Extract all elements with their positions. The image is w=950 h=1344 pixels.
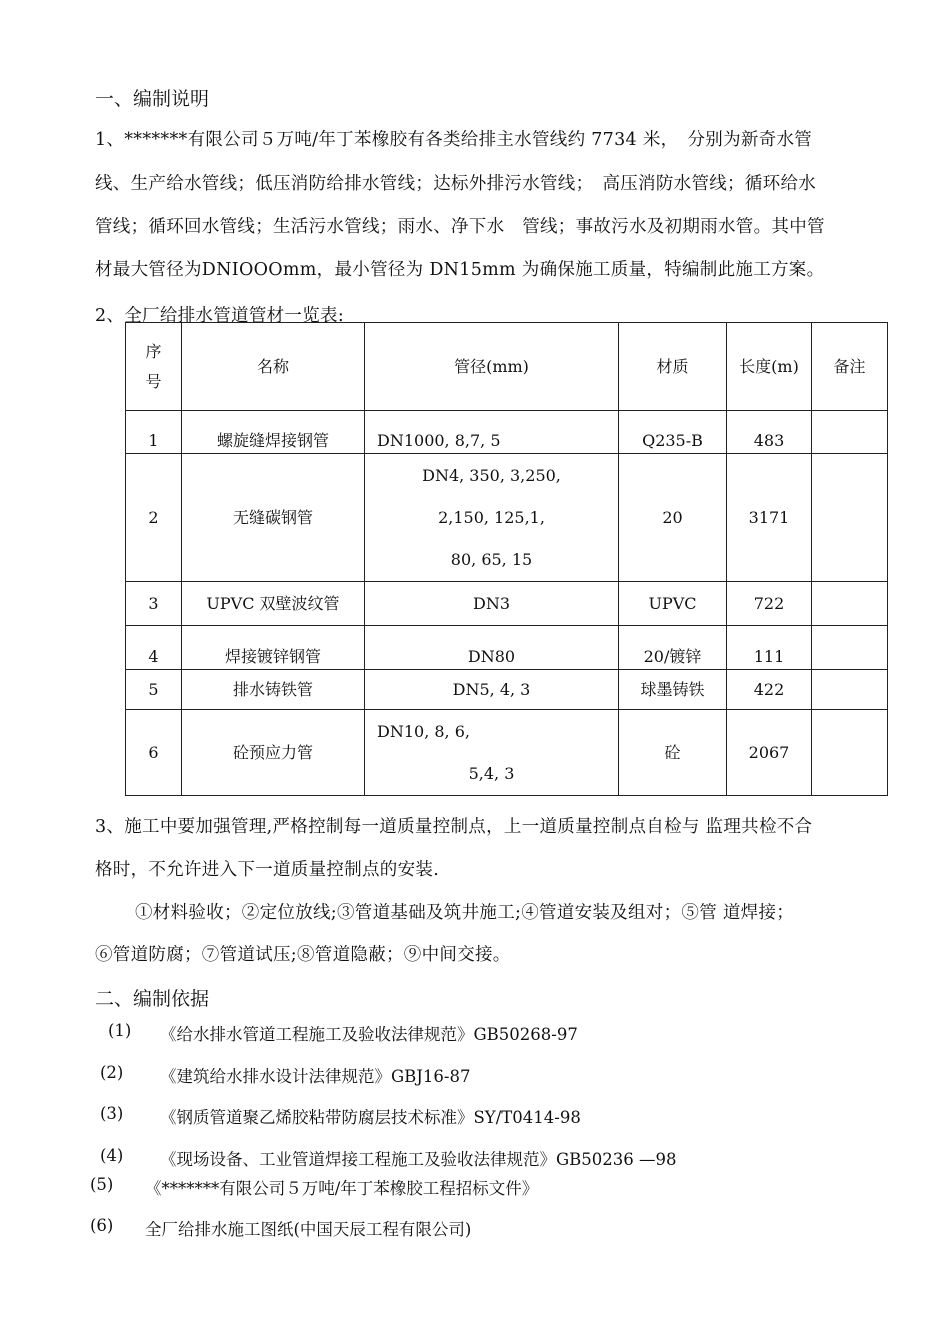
table-row: 3 UPVC 双壁波纹管 DN3 UPVC 722 — [126, 582, 888, 626]
header-material: 材质 — [619, 323, 727, 411]
ref-text: 《*******有限公司５万吨/年丁苯橡胶工程招标文件》 — [145, 1179, 539, 1198]
table-row: 4 焊接镀锌钢管 DN80 20/镀锌 111 — [126, 626, 888, 670]
ref-text: 《钢质管道聚乙烯胶粘带防腐层技术标准》SY/T0414-98 — [160, 1108, 581, 1127]
pipe-materials-table — [125, 322, 888, 796]
ref-number: (5) — [90, 1175, 114, 1194]
ref-number: (4) — [100, 1146, 124, 1165]
steps-line: ①材料验收；②定位放线;③管道基础及筑井施工;④管道安装及组对；⑤管 道焊接； — [135, 903, 795, 923]
header-length: 长度(m) — [727, 323, 812, 411]
table-row: 6 砼预应力管 DN10, 8, 6, 5,4, 3 砼 2067 — [126, 710, 888, 796]
ref-number: (6) — [90, 1216, 114, 1235]
para3-line: 格时，不允许进入下一道质量控制点的安装. — [95, 860, 440, 880]
ref-number: (1) — [108, 1021, 132, 1040]
ref-text: 全厂给排水施工图纸(中国天辰工程有限公司) — [145, 1220, 472, 1239]
para1-line: 管线；循环回水管线；生活污水管线；雨水、净下水 管线；事故污水及初期雨水管。其中管 — [95, 217, 825, 237]
table-row: 1 螺旋缝焊接钢管 DN1000, 8,7, 5 Q235-B 483 — [126, 411, 888, 454]
section2-heading: 二、编制依据 — [95, 988, 210, 1010]
para1-line: 线、生产给水管线；低压消防给排水管线；达标外排污水管线； 高压消防水管线；循环给水 — [95, 174, 817, 194]
para1-line: 1、*******有限公司５万吨/年丁苯橡胶有各类给排主水管线约 7734 米， 分别为新奇水管 — [95, 130, 813, 150]
header-note: 备注 — [812, 323, 888, 411]
header-name: 名称 — [182, 323, 365, 411]
table-row: 5 排水铸铁管 DN5, 4, 3 球墨铸铁 422 — [126, 670, 888, 710]
steps-line: ⑥管道防腐；⑦管道试压;⑧管道隐蔽；⑨中间交接。 — [95, 945, 511, 965]
table-row: 2 无缝碳钢管 DN4, 350, 3,250, 2,150, 125,1, 80, 65, 15 20 3171 — [126, 454, 888, 582]
para1-line: 材最大管径为DNIOOOmm，最小管径为 DN15mm 为确保施工质量，特编制此施工方案。 — [95, 260, 825, 280]
para3-line: 3、施工中要加强管理,严格控制每一道质量控制点，上一道质量控制点自检与 监理共检不合 — [95, 817, 813, 837]
table-caption: 2、全厂给排水管道管材一览表: — [95, 306, 345, 326]
ref-text: 《现场设备、工业管道焊接工程施工及验收法律规范》GB50236 —98 — [160, 1150, 677, 1169]
header-no: 序 号 — [126, 323, 182, 411]
section1-heading: 一、编制说明 — [95, 88, 210, 110]
ref-number: (2) — [100, 1063, 124, 1082]
header-diameter: 管径(mm) — [365, 323, 619, 411]
table-header-row — [126, 323, 888, 411]
ref-text: 《建筑给水排水设计法律规范》GBJ16-87 — [160, 1067, 471, 1086]
ref-number: (3) — [100, 1104, 124, 1123]
ref-text: 《给水排水管道工程施工及验收法律规范》GB50268-97 — [160, 1025, 578, 1044]
